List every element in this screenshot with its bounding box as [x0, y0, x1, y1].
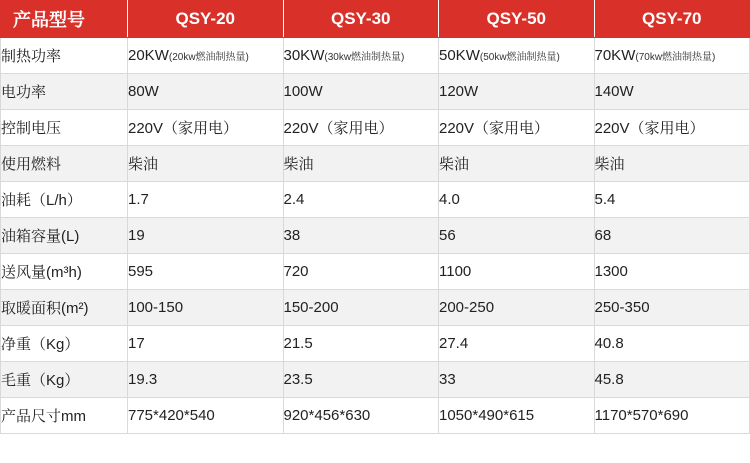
table-row — [1, 326, 750, 362]
row-value — [128, 38, 284, 74]
table-row — [1, 362, 750, 398]
row-value: 4.0 — [439, 182, 595, 218]
row-label: 使用燃料 — [1, 146, 128, 182]
row-value: 柴油 — [128, 146, 284, 182]
value-note: (70kw燃油制热量) — [635, 52, 716, 63]
row-value: 220V（家用电） — [128, 110, 284, 146]
row-value: 68 — [594, 218, 750, 254]
row-value: 920*456*630 — [283, 398, 439, 434]
row-value: 柴油 — [439, 146, 595, 182]
row-value: 17 — [128, 326, 284, 362]
table-row — [1, 74, 750, 110]
row-value: 5.4 — [594, 182, 750, 218]
row-value: 33 — [439, 362, 595, 398]
row-value — [439, 38, 595, 74]
row-value: 775*420*540 — [128, 398, 284, 434]
row-value: 1300 — [594, 254, 750, 290]
header-cell-model-4: QSY-70 — [594, 1, 750, 38]
row-value — [283, 38, 439, 74]
table-row — [1, 38, 750, 74]
row-label: 油耗（L/h） — [1, 182, 128, 218]
row-value — [594, 38, 750, 74]
row-value: 1100 — [439, 254, 595, 290]
row-value: 27.4 — [439, 326, 595, 362]
row-value: 21.5 — [283, 326, 439, 362]
row-value: 720 — [283, 254, 439, 290]
table-row — [1, 218, 750, 254]
row-label: 净重（Kg） — [1, 326, 128, 362]
row-value: 200-250 — [439, 290, 595, 326]
value-note: (50kw燃油制热量) — [479, 52, 560, 63]
row-value: 595 — [128, 254, 284, 290]
row-value: 56 — [439, 218, 595, 254]
row-value: 柴油 — [594, 146, 750, 182]
header-cell-model-3: QSY-50 — [439, 1, 595, 38]
value-note: (20kw燃油制热量) — [168, 52, 249, 63]
row-label: 控制电压 — [1, 110, 128, 146]
row-value: 19 — [128, 218, 284, 254]
row-value: 100-150 — [128, 290, 284, 326]
row-value: 38 — [283, 218, 439, 254]
row-value: 1.7 — [128, 182, 284, 218]
header-cell-label: 产品型号 — [1, 1, 128, 38]
row-label: 产品尺寸mm — [1, 398, 128, 434]
row-label: 电功率 — [1, 74, 128, 110]
value-text: 20KW — [128, 47, 169, 64]
row-value: 1050*490*615 — [439, 398, 595, 434]
table-row — [1, 146, 750, 182]
row-value: 40.8 — [594, 326, 750, 362]
row-value: 150-200 — [283, 290, 439, 326]
value-note: (30kw燃油制热量) — [324, 52, 405, 63]
value-text: 70KW — [594, 47, 636, 64]
row-value: 220V（家用电） — [283, 110, 439, 146]
row-value: 250-350 — [594, 290, 750, 326]
row-value: 19.3 — [128, 362, 284, 398]
row-label: 油箱容量(L) — [1, 218, 128, 254]
table-header-row — [1, 1, 750, 38]
table-row — [1, 290, 750, 326]
row-value: 140W — [594, 74, 750, 110]
row-label: 毛重（Kg） — [1, 362, 128, 398]
row-value: 23.5 — [283, 362, 439, 398]
row-label: 取暖面积(m²) — [1, 290, 128, 326]
row-label: 制热功率 — [1, 38, 128, 74]
row-value: 220V（家用电） — [594, 110, 750, 146]
header-cell-model-2: QSY-30 — [283, 1, 439, 38]
row-value: 45.8 — [594, 362, 750, 398]
table-row — [1, 254, 750, 290]
row-value: 1170*570*690 — [594, 398, 750, 434]
row-value: 100W — [283, 74, 439, 110]
table-row — [1, 182, 750, 218]
row-value: 80W — [128, 74, 284, 110]
row-value: 220V（家用电） — [439, 110, 595, 146]
row-label: 送风量(m³h) — [1, 254, 128, 290]
table-row — [1, 110, 750, 146]
row-value: 120W — [439, 74, 595, 110]
row-value: 柴油 — [283, 146, 439, 182]
value-text: 50KW — [439, 47, 480, 64]
value-text: 30KW — [283, 47, 325, 64]
table-row — [1, 398, 750, 434]
row-value: 2.4 — [283, 182, 439, 218]
header-cell-model-1: QSY-20 — [128, 1, 284, 38]
